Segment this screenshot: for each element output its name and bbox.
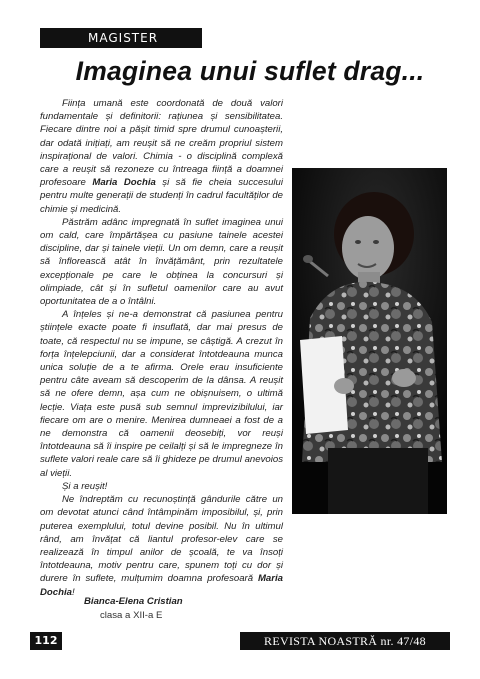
paragraph-2: Păstrăm adânc impregnată în suflet imaginea unui om cald, care împărtășea cu pasiune tainele acestei discipline, dar și tainele vieții. Un om demn, care a reușit să înflorească atât în învățământ, prin rezultatele excepționale pe care le obținea la concursuri și olimpiade, cât și în sufletul oamenilor care au avut oportunitatea de a o întâlni. <box>40 216 283 308</box>
magazine-name: REVISTA NOASTRĂ nr. 47/48 <box>240 632 450 650</box>
paragraph-1-text-a: Ființa umană este coordonată de două valori fundamentale și definitorii: rațiunea și sensibilitatea. Fiecare dintre noi a pășit timid spre drumul cunoașterii, dar odată inițiați, am reușit să ne creăm propriul sistem inspirațional de valori. Chimia - o disciplină complexă care a reușit să rezoneze cu întreaga ființă a doamnei profesoare <box>40 98 283 189</box>
author-name: Bianca-Elena Cristian <box>84 596 183 607</box>
paragraph-3: A înțeles și ne-a demonstrat că pasiunea pentru științele exacte poate fi insuflată, dar mai presus de toate, că respectul nu se impune, se câștigă. A crezut în forța înțelepciunii, dar a considerat întotdeauna munca unica soluție de a te afirma. Orele erau insuficiente pentru câte aveam să descoperim de la dânsa. A reușit să ne ofere demn, așa cum ne obișnuisem, o ultimă lecție. Viața este pusă sub semnul imprevizibilului, iar fiecare om are o menire. Menirea dumneaei a fost de a ne demonstra că oamenii deosebiți, vor reuși întotdeauna să îi inspire pe ceilalți și să le impregneze în suflete valori reale care să îi ghideze pe drumul anevoios al vieții. <box>40 309 283 479</box>
paragraph-5-text-a: Ne îndreptăm cu recunoștință gândurile către un om devotat atunci când întâmpinăm imposibilul, și, prin puterea exemplului, totul devine posibil. Nu în ultimul rând, am învățat că liantul profesor-elev care se realizează în timpul anilor de școală, te va însoți întotdeauna, motiv pentru care, spunem toți cu dor și durere în suflete, mulțumim doamna profesoară <box>40 494 283 585</box>
paragraph-4: Și a reușit! <box>62 480 108 492</box>
article-body <box>40 97 283 599</box>
portrait-illustration <box>292 168 447 514</box>
paragraph-1 <box>40 97 283 216</box>
section-tag: MAGISTER <box>40 28 202 48</box>
page-number: 112 <box>30 632 62 650</box>
paragraph-1-text-b: și să fie cheia succesului pentru multe generații de studenți în cadrul facultăților de chimie și medicină. <box>40 177 284 215</box>
teacher-name-closing: Maria Dochia <box>40 573 283 598</box>
article-title: Imaginea unui suflet drag... <box>75 56 425 86</box>
paragraph-5 <box>40 493 283 599</box>
author-class: clasa a XII-a E <box>100 610 163 621</box>
teacher-name: Maria Dochia <box>92 177 156 189</box>
paragraph-5-text-b: ! <box>72 586 75 598</box>
portrait-photo <box>292 168 447 514</box>
signature <box>84 595 224 623</box>
